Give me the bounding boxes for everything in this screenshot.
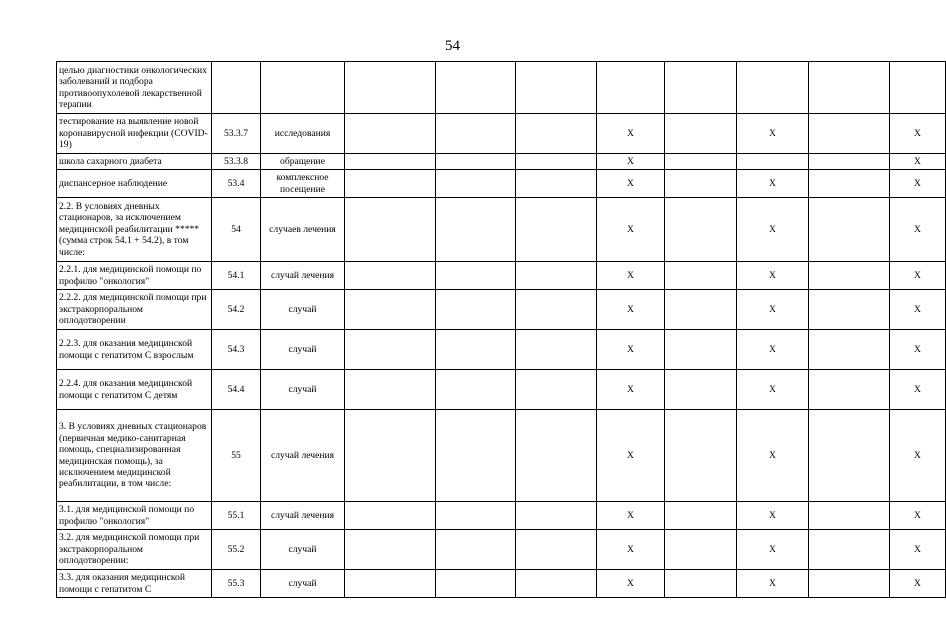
row-code-cell: 55.3: [212, 570, 261, 598]
row-mark-cell: X: [737, 198, 809, 262]
row-mark-cell: [436, 502, 516, 530]
row-mark-cell: X: [597, 262, 665, 290]
row-unit-cell: [261, 62, 345, 114]
row-code-cell: 55.1: [212, 502, 261, 530]
row-mark-cell: X: [737, 170, 809, 198]
row-mark-cell: X: [890, 410, 946, 502]
row-mark-cell: [809, 370, 890, 410]
row-code-cell: 53.4: [212, 170, 261, 198]
row-mark-cell: [345, 262, 436, 290]
row-mark-cell: [665, 170, 737, 198]
row-mark-cell: X: [597, 198, 665, 262]
row-mark-cell: [345, 114, 436, 154]
row-mark-cell: X: [597, 370, 665, 410]
row-mark-cell: X: [890, 114, 946, 154]
row-unit-cell: обращение: [261, 154, 345, 170]
row-mark-cell: [737, 62, 809, 114]
row-mark-cell: [516, 410, 597, 502]
table-row: [57, 410, 946, 502]
row-code-cell: 53.3.8: [212, 154, 261, 170]
row-mark-cell: [436, 198, 516, 262]
row-mark-cell: X: [737, 570, 809, 598]
row-mark-cell: [665, 114, 737, 154]
row-mark-cell: X: [890, 170, 946, 198]
row-mark-cell: X: [737, 330, 809, 370]
row-name-cell: 3. В условиях дневных стационаров (первичная медико-санитарная помощь, специализированная медицинская помощь), за исключением медицинской реабилитации, в том числе:: [57, 410, 212, 502]
row-mark-cell: [665, 330, 737, 370]
row-mark-cell: X: [890, 154, 946, 170]
row-name-cell: 2.2.3. для оказания медицинской помощи с гепатитом С взрослым: [57, 330, 212, 370]
row-mark-cell: [345, 198, 436, 262]
row-mark-cell: X: [737, 114, 809, 154]
row-mark-cell: X: [597, 570, 665, 598]
row-mark-cell: [436, 114, 516, 154]
row-mark-cell: [665, 410, 737, 502]
row-mark-cell: X: [737, 262, 809, 290]
row-mark-cell: X: [890, 198, 946, 262]
row-name-cell: школа сахарного диабета: [57, 154, 212, 170]
row-mark-cell: [516, 570, 597, 598]
row-mark-cell: [665, 154, 737, 170]
row-name-cell: 2.2.4. для оказания медицинской помощи с гепатитом С детям: [57, 370, 212, 410]
row-mark-cell: [436, 62, 516, 114]
row-mark-cell: [436, 262, 516, 290]
row-mark-cell: [665, 370, 737, 410]
table-row: [57, 330, 946, 370]
row-mark-cell: [516, 170, 597, 198]
row-mark-cell: X: [890, 262, 946, 290]
row-name-cell: 2.2.1. для медицинской помощи по профилю "онкология": [57, 262, 212, 290]
row-mark-cell: [665, 502, 737, 530]
row-mark-cell: [516, 502, 597, 530]
row-mark-cell: X: [597, 502, 665, 530]
row-mark-cell: [665, 262, 737, 290]
row-code-cell: [212, 62, 261, 114]
row-unit-cell: комплексное посещение: [261, 170, 345, 198]
table-row: [57, 262, 946, 290]
row-mark-cell: [809, 114, 890, 154]
row-unit-cell: случаев лечения: [261, 198, 345, 262]
row-mark-cell: [809, 410, 890, 502]
row-name-cell: тестирование на выявление новой коронавирусной инфекции (COVID-19): [57, 114, 212, 154]
row-mark-cell: [809, 62, 890, 114]
table-body: [57, 62, 946, 598]
row-mark-cell: [809, 170, 890, 198]
row-mark-cell: X: [737, 290, 809, 330]
row-mark-cell: X: [890, 370, 946, 410]
table-row: [57, 290, 946, 330]
row-unit-cell: случай лечения: [261, 410, 345, 502]
table-row: [57, 62, 946, 114]
row-mark-cell: [345, 154, 436, 170]
row-mark-cell: [345, 370, 436, 410]
row-mark-cell: [516, 330, 597, 370]
row-mark-cell: [516, 290, 597, 330]
row-mark-cell: [345, 570, 436, 598]
row-mark-cell: X: [597, 410, 665, 502]
row-mark-cell: [345, 170, 436, 198]
row-unit-cell: случай: [261, 570, 345, 598]
row-mark-cell: [436, 570, 516, 598]
row-name-cell: 3.3. для оказания медицинской помощи с гепатитом С: [57, 570, 212, 598]
row-unit-cell: случай: [261, 290, 345, 330]
row-unit-cell: случай лечения: [261, 502, 345, 530]
row-mark-cell: X: [597, 170, 665, 198]
row-mark-cell: [809, 502, 890, 530]
row-name-cell: 3.1. для медицинской помощи по профилю "онкология": [57, 502, 212, 530]
row-mark-cell: [665, 570, 737, 598]
row-mark-cell: [809, 198, 890, 262]
row-mark-cell: [809, 154, 890, 170]
row-mark-cell: X: [597, 114, 665, 154]
row-mark-cell: X: [597, 290, 665, 330]
row-mark-cell: [436, 330, 516, 370]
row-mark-cell: [809, 530, 890, 570]
table-row: [57, 154, 946, 170]
row-unit-cell: случай: [261, 370, 345, 410]
row-mark-cell: [516, 530, 597, 570]
row-mark-cell: [436, 410, 516, 502]
row-mark-cell: [345, 530, 436, 570]
page-number: 54: [445, 38, 460, 54]
row-code-cell: 55: [212, 410, 261, 502]
row-mark-cell: [436, 290, 516, 330]
row-code-cell: 54: [212, 198, 261, 262]
data-table: [56, 61, 946, 598]
row-unit-cell: случай: [261, 530, 345, 570]
row-code-cell: 53.3.7: [212, 114, 261, 154]
row-name-cell: 2.2. В условиях дневных стационаров, за исключением медицинской реабилитации ***** (сумма строк 54.1 + 54.2), в том числе:: [57, 198, 212, 262]
row-mark-cell: X: [597, 530, 665, 570]
row-mark-cell: [665, 198, 737, 262]
row-mark-cell: [737, 154, 809, 170]
row-mark-cell: X: [597, 330, 665, 370]
row-name-cell: диспансерное наблюдение: [57, 170, 212, 198]
row-mark-cell: [436, 154, 516, 170]
row-unit-cell: случай лечения: [261, 262, 345, 290]
row-mark-cell: [436, 370, 516, 410]
row-mark-cell: [516, 262, 597, 290]
row-mark-cell: [809, 262, 890, 290]
row-mark-cell: X: [737, 370, 809, 410]
row-mark-cell: X: [890, 570, 946, 598]
row-mark-cell: X: [737, 502, 809, 530]
row-mark-cell: [345, 290, 436, 330]
table-row: [57, 170, 946, 198]
row-mark-cell: [516, 114, 597, 154]
row-mark-cell: X: [737, 410, 809, 502]
row-name-cell: 2.2.2. для медицинской помощи при экстракорпоральном оплодотворении: [57, 290, 212, 330]
row-mark-cell: [345, 330, 436, 370]
row-mark-cell: X: [737, 530, 809, 570]
row-mark-cell: [516, 370, 597, 410]
row-code-cell: 55.2: [212, 530, 261, 570]
row-mark-cell: [345, 62, 436, 114]
row-mark-cell: [436, 170, 516, 198]
row-mark-cell: X: [890, 530, 946, 570]
row-unit-cell: случай: [261, 330, 345, 370]
row-mark-cell: [345, 410, 436, 502]
row-mark-cell: [597, 62, 665, 114]
row-mark-cell: [890, 62, 946, 114]
row-code-cell: 54.1: [212, 262, 261, 290]
row-mark-cell: [665, 530, 737, 570]
row-mark-cell: [516, 154, 597, 170]
table-row: [57, 502, 946, 530]
row-mark-cell: X: [597, 154, 665, 170]
row-name-cell: 3.2. для медицинской помощи при экстракорпоральном оплодотворении:: [57, 530, 212, 570]
row-mark-cell: [809, 290, 890, 330]
row-mark-cell: [665, 290, 737, 330]
row-mark-cell: X: [890, 502, 946, 530]
row-mark-cell: [809, 330, 890, 370]
row-mark-cell: [809, 570, 890, 598]
row-mark-cell: [516, 198, 597, 262]
row-mark-cell: [345, 502, 436, 530]
table-row: [57, 370, 946, 410]
row-code-cell: 54.2: [212, 290, 261, 330]
table-row: [57, 198, 946, 262]
row-unit-cell: исследования: [261, 114, 345, 154]
row-mark-cell: [665, 62, 737, 114]
row-mark-cell: X: [890, 290, 946, 330]
row-name-cell: целью диагностики онкологических заболеваний и подбора противоопухолевой лекарственной терапии: [57, 62, 212, 114]
table-row: [57, 114, 946, 154]
table-row: [57, 570, 946, 598]
row-code-cell: 54.4: [212, 370, 261, 410]
table-row: [57, 530, 946, 570]
row-mark-cell: [516, 62, 597, 114]
row-mark-cell: X: [890, 330, 946, 370]
row-mark-cell: [436, 530, 516, 570]
row-code-cell: 54.3: [212, 330, 261, 370]
